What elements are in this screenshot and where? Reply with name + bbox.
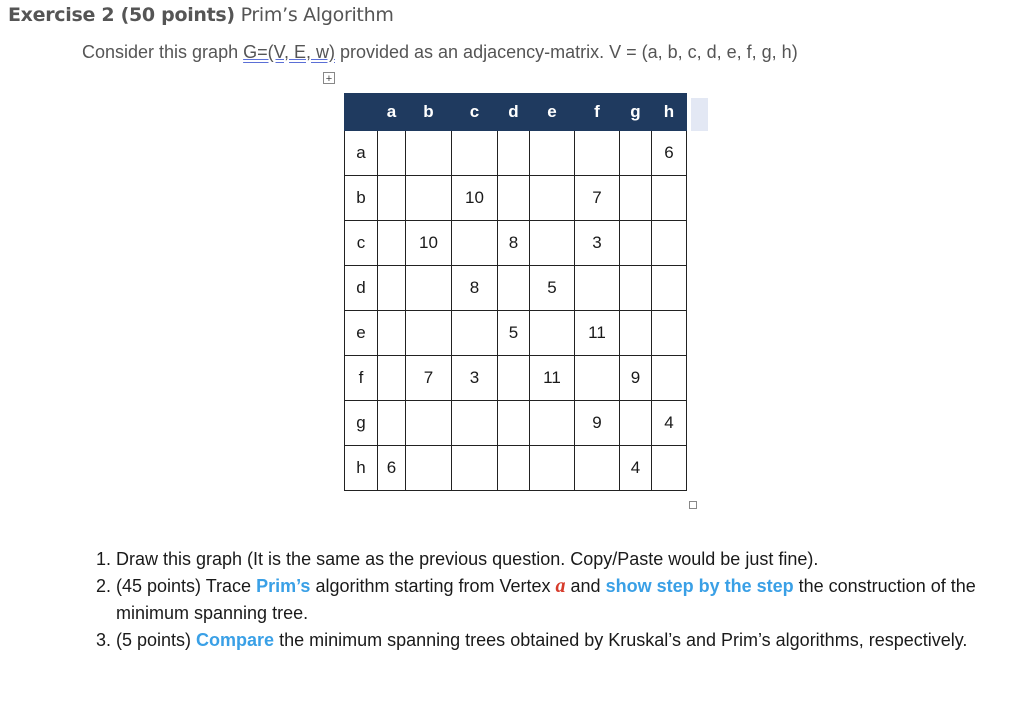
column-header: f xyxy=(575,94,620,131)
matrix-row xyxy=(345,131,687,176)
compare-highlight: Compare xyxy=(196,630,275,650)
matrix-cell xyxy=(406,401,452,446)
task-2-part-b: algorithm starting from Vertex xyxy=(310,576,556,596)
matrix-cell xyxy=(452,446,498,491)
matrix-cell: 6 xyxy=(378,446,406,491)
matrix-cell: 11 xyxy=(575,311,620,356)
matrix-row xyxy=(345,266,687,311)
matrix-cell: 4 xyxy=(620,446,652,491)
start-vertex: a xyxy=(555,575,566,597)
matrix-cell xyxy=(498,131,530,176)
task-item-1 xyxy=(116,546,1016,573)
matrix-cell xyxy=(620,176,652,221)
task-2-part-d: the construction of the minimum spanning tree. xyxy=(116,576,976,623)
matrix-cell xyxy=(378,311,406,356)
matrix-cell: 11 xyxy=(530,356,575,401)
matrix-header-row xyxy=(345,94,687,131)
matrix-cell xyxy=(620,401,652,446)
matrix-cell xyxy=(652,221,687,266)
matrix-cell xyxy=(406,266,452,311)
matrix-cell xyxy=(652,446,687,491)
matrix-cell xyxy=(378,401,406,446)
matrix-cell xyxy=(652,311,687,356)
matrix-cell xyxy=(498,266,530,311)
row-label: b xyxy=(345,176,378,221)
matrix-cell: 3 xyxy=(575,221,620,266)
matrix-row xyxy=(345,311,687,356)
graph-reference: G=(V, E, w) xyxy=(243,42,335,62)
task-list xyxy=(82,546,1016,654)
matrix-cell: 7 xyxy=(575,176,620,221)
matrix-cell xyxy=(652,176,687,221)
matrix-cell xyxy=(530,311,575,356)
matrix-row xyxy=(345,221,687,266)
matrix-row xyxy=(345,356,687,401)
row-label: c xyxy=(345,221,378,266)
matrix-cell xyxy=(620,221,652,266)
column-header: d xyxy=(498,94,530,131)
table-move-handle-icon[interactable]: + xyxy=(323,72,335,84)
matrix-cell xyxy=(652,356,687,401)
task-2-part-a: (45 points) Trace xyxy=(116,576,257,596)
matrix-cell xyxy=(530,446,575,491)
matrix-cell xyxy=(378,266,406,311)
column-header: h xyxy=(652,94,687,131)
matrix-cell xyxy=(406,176,452,221)
matrix-cell xyxy=(620,266,652,311)
task-1-text: Draw this graph (It is the same as the previous question. Copy/Paste would be just fine). xyxy=(116,549,819,569)
matrix-cell xyxy=(378,131,406,176)
matrix-cell: 7 xyxy=(406,356,452,401)
task-item-2 xyxy=(116,573,1016,627)
column-header: a xyxy=(378,94,406,131)
intro-after: provided as an adjacency-matrix. V = (a, b, c, d, e, f, g, h) xyxy=(334,42,798,62)
exercise-title xyxy=(8,4,394,26)
row-label: f xyxy=(345,356,378,401)
column-header: c xyxy=(452,94,498,131)
adjacency-matrix-container xyxy=(344,93,687,491)
matrix-cell xyxy=(378,221,406,266)
task-2-part-c: and xyxy=(565,576,606,596)
matrix-cell xyxy=(452,401,498,446)
task-item-3 xyxy=(116,627,1016,654)
matrix-cell xyxy=(452,311,498,356)
matrix-cell xyxy=(406,446,452,491)
matrix-cell xyxy=(575,356,620,401)
matrix-cell xyxy=(530,131,575,176)
row-label: d xyxy=(345,266,378,311)
matrix-cell: 4 xyxy=(652,401,687,446)
matrix-cell: 5 xyxy=(498,311,530,356)
matrix-cell xyxy=(498,446,530,491)
column-header: b xyxy=(406,94,452,131)
row-label: a xyxy=(345,131,378,176)
matrix-cell xyxy=(530,176,575,221)
prims-highlight: Prim’s xyxy=(256,576,311,596)
row-label: e xyxy=(345,311,378,356)
matrix-cell xyxy=(652,266,687,311)
matrix-cell xyxy=(498,401,530,446)
matrix-cell: 3 xyxy=(452,356,498,401)
matrix-cell: 8 xyxy=(498,221,530,266)
matrix-cell: 9 xyxy=(575,401,620,446)
column-header: e xyxy=(530,94,575,131)
matrix-cell xyxy=(530,401,575,446)
matrix-cell xyxy=(406,131,452,176)
matrix-corner-cell xyxy=(345,94,378,131)
exercise-title-rest: Prim’s Algorithm xyxy=(240,4,394,26)
step-by-step-highlight: show step by the step xyxy=(605,576,794,596)
matrix-cell xyxy=(620,311,652,356)
row-label: g xyxy=(345,401,378,446)
matrix-row xyxy=(345,401,687,446)
table-resize-handle[interactable] xyxy=(689,501,697,509)
matrix-row xyxy=(345,446,687,491)
matrix-cell xyxy=(498,356,530,401)
matrix-cell: 8 xyxy=(452,266,498,311)
row-label: h xyxy=(345,446,378,491)
header-selection-highlight xyxy=(691,98,708,131)
matrix-row xyxy=(345,176,687,221)
matrix-cell xyxy=(378,176,406,221)
intro-before: Consider this graph xyxy=(82,42,244,62)
matrix-cell: 10 xyxy=(452,176,498,221)
matrix-cell xyxy=(620,131,652,176)
matrix-cell xyxy=(530,221,575,266)
matrix-cell: 5 xyxy=(530,266,575,311)
task-3-part-b: the minimum spanning trees obtained by Kruskal’s and Prim’s algorithms, respectively. xyxy=(274,630,968,650)
intro-paragraph xyxy=(82,42,798,63)
matrix-cell xyxy=(575,131,620,176)
matrix-cell: 9 xyxy=(620,356,652,401)
matrix-cell xyxy=(378,356,406,401)
matrix-cell: 6 xyxy=(652,131,687,176)
matrix-cell xyxy=(406,311,452,356)
matrix-cell xyxy=(498,176,530,221)
exercise-title-bold: Exercise 2 (50 points) xyxy=(8,4,235,26)
adjacency-matrix xyxy=(344,93,687,491)
task-3-part-a: (5 points) xyxy=(116,630,197,650)
matrix-cell xyxy=(452,221,498,266)
matrix-cell xyxy=(452,131,498,176)
column-header: g xyxy=(620,94,652,131)
matrix-cell xyxy=(575,446,620,491)
matrix-cell xyxy=(575,266,620,311)
matrix-cell: 10 xyxy=(406,221,452,266)
